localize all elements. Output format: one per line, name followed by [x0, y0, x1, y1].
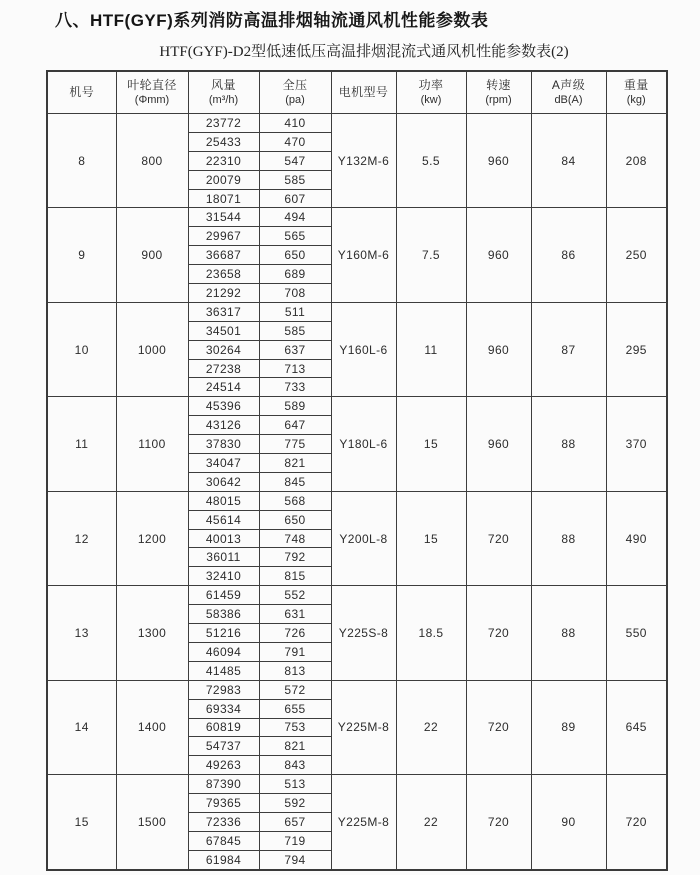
- cell-noise: 90: [531, 775, 606, 870]
- cell-airflow: 29967: [188, 227, 259, 246]
- header-line1: 全压: [282, 77, 308, 92]
- column-header-weight: [606, 71, 667, 114]
- cell-airflow: 61459: [188, 586, 259, 605]
- cell-motor-model: Y132M-6: [331, 114, 396, 208]
- cell-airflow: 31544: [188, 208, 259, 227]
- cell-weight: 208: [606, 114, 667, 208]
- header-line2: dB(A): [554, 94, 583, 107]
- cell-pressure: 637: [259, 340, 331, 359]
- cell-airflow: 58386: [188, 605, 259, 624]
- cell-pressure: 607: [259, 189, 331, 208]
- cell-motor-model: Y225S-8: [331, 586, 396, 680]
- table-row: [47, 302, 667, 321]
- cell-model-no: 9: [47, 208, 116, 302]
- cell-model-no: 14: [47, 680, 116, 774]
- cell-power: 15: [396, 491, 466, 585]
- cell-pressure: 775: [259, 435, 331, 454]
- header-line2: (pa): [285, 94, 305, 107]
- column-header-noise: [531, 71, 606, 114]
- header-line2: (Φmm): [134, 94, 170, 107]
- cell-airflow: 32410: [188, 567, 259, 586]
- cell-pressure: 552: [259, 586, 331, 605]
- cell-pressure: 572: [259, 680, 331, 699]
- cell-airflow: 36011: [188, 548, 259, 567]
- cell-noise: 87: [531, 302, 606, 396]
- cell-pressure: 647: [259, 416, 331, 435]
- cell-pressure: 813: [259, 661, 331, 680]
- cell-impeller-diameter: 800: [116, 114, 188, 208]
- cell-motor-model: Y200L-8: [331, 491, 396, 585]
- cell-airflow: 25433: [188, 132, 259, 151]
- cell-pressure: 657: [259, 812, 331, 831]
- table-row: [47, 114, 667, 133]
- cell-impeller-diameter: 900: [116, 208, 188, 302]
- cell-speed: 960: [466, 397, 531, 491]
- cell-pressure: 753: [259, 718, 331, 737]
- cell-noise: 88: [531, 586, 606, 680]
- header-line1: 转速: [486, 77, 511, 92]
- cell-speed: 720: [466, 775, 531, 870]
- cell-pressure: 511: [259, 302, 331, 321]
- column-header-power: [396, 71, 466, 114]
- header-line1: 功率: [418, 77, 444, 92]
- cell-pressure: 726: [259, 624, 331, 643]
- cell-airflow: 18071: [188, 189, 259, 208]
- cell-motor-model: Y160M-6: [331, 208, 396, 302]
- cell-motor-model: Y225M-8: [331, 680, 396, 774]
- cell-airflow: 21292: [188, 284, 259, 303]
- column-header-motor-model: [331, 71, 396, 114]
- cell-airflow: 45396: [188, 397, 259, 416]
- cell-airflow: 49263: [188, 756, 259, 775]
- cell-airflow: 41485: [188, 661, 259, 680]
- cell-power: 22: [396, 680, 466, 774]
- column-header-impeller-diameter: [116, 71, 188, 114]
- cell-power: 15: [396, 397, 466, 491]
- cell-pressure: 547: [259, 151, 331, 170]
- cell-speed: 720: [466, 491, 531, 585]
- cell-pressure: 410: [259, 114, 331, 133]
- cell-airflow: 20079: [188, 170, 259, 189]
- cell-pressure: 470: [259, 132, 331, 151]
- cell-power: 7.5: [396, 208, 466, 302]
- cell-model-no: 11: [47, 397, 116, 491]
- cell-pressure: 821: [259, 454, 331, 473]
- cell-weight: 295: [606, 302, 667, 396]
- cell-weight: 720: [606, 775, 667, 870]
- column-header-model-no: [47, 71, 116, 114]
- cell-weight: 490: [606, 491, 667, 585]
- cell-airflow: 36317: [188, 302, 259, 321]
- column-header-speed: [466, 71, 531, 114]
- cell-power: 22: [396, 775, 466, 870]
- cell-pressure: 719: [259, 831, 331, 850]
- cell-airflow: 60819: [188, 718, 259, 737]
- cell-pressure: 585: [259, 321, 331, 340]
- cell-pressure: 748: [259, 529, 331, 548]
- column-header-airflow: [188, 71, 259, 114]
- table-row: [47, 775, 667, 794]
- cell-pressure: 791: [259, 642, 331, 661]
- cell-airflow: 54737: [188, 737, 259, 756]
- cell-weight: 550: [606, 586, 667, 680]
- cell-pressure: 733: [259, 378, 331, 397]
- header-line1: 重量: [623, 77, 649, 92]
- cell-motor-model: Y180L-6: [331, 397, 396, 491]
- cell-model-no: 15: [47, 775, 116, 870]
- page-title: 八、HTF(GYF)系列消防高温排烟轴流通风机性能参数表: [55, 11, 489, 30]
- cell-pressure: 585: [259, 170, 331, 189]
- cell-airflow: 36687: [188, 246, 259, 265]
- cell-pressure: 494: [259, 208, 331, 227]
- cell-speed: 960: [466, 302, 531, 396]
- cell-motor-model: Y225M-8: [331, 775, 396, 870]
- table-row: [47, 680, 667, 699]
- cell-pressure: 794: [259, 850, 331, 869]
- cell-model-no: 8: [47, 114, 116, 208]
- cell-pressure: 631: [259, 605, 331, 624]
- cell-motor-model: Y160L-6: [331, 302, 396, 396]
- cell-noise: 84: [531, 114, 606, 208]
- cell-noise: 89: [531, 680, 606, 774]
- cell-airflow: 24514: [188, 378, 259, 397]
- cell-impeller-diameter: 1100: [116, 397, 188, 491]
- cell-airflow: 69334: [188, 699, 259, 718]
- cell-speed: 960: [466, 208, 531, 302]
- cell-pressure: 815: [259, 567, 331, 586]
- cell-pressure: 650: [259, 246, 331, 265]
- fan-parameters-table: [46, 70, 668, 871]
- cell-power: 5.5: [396, 114, 466, 208]
- cell-airflow: 46094: [188, 642, 259, 661]
- header-row: [47, 71, 667, 114]
- cell-speed: 720: [466, 680, 531, 774]
- header-line2: (rpm): [485, 94, 512, 107]
- cell-airflow: 40013: [188, 529, 259, 548]
- table-row: [47, 397, 667, 416]
- cell-airflow: 22310: [188, 151, 259, 170]
- cell-airflow: 30264: [188, 340, 259, 359]
- cell-weight: 645: [606, 680, 667, 774]
- header-line1: 叶轮直径: [127, 77, 177, 92]
- cell-airflow: 72983: [188, 680, 259, 699]
- cell-airflow: 79365: [188, 794, 259, 813]
- cell-model-no: 12: [47, 491, 116, 585]
- table-subtitle: HTF(GYF)-D2型低速低压高温排烟混流式通风机性能参数表(2): [159, 44, 569, 60]
- cell-impeller-diameter: 1300: [116, 586, 188, 680]
- header-line2: (kg): [626, 94, 646, 107]
- cell-airflow: 27238: [188, 359, 259, 378]
- cell-pressure: 792: [259, 548, 331, 567]
- cell-pressure: 650: [259, 510, 331, 529]
- cell-pressure: 713: [259, 359, 331, 378]
- cell-airflow: 37830: [188, 435, 259, 454]
- cell-speed: 720: [466, 586, 531, 680]
- cell-airflow: 61984: [188, 850, 259, 869]
- table-row: [47, 491, 667, 510]
- cell-pressure: 568: [259, 491, 331, 510]
- cell-pressure: 565: [259, 227, 331, 246]
- cell-pressure: 843: [259, 756, 331, 775]
- cell-pressure: 821: [259, 737, 331, 756]
- cell-impeller-diameter: 1400: [116, 680, 188, 774]
- cell-pressure: 592: [259, 794, 331, 813]
- cell-weight: 370: [606, 397, 667, 491]
- cell-pressure: 689: [259, 265, 331, 284]
- cell-speed: 960: [466, 114, 531, 208]
- cell-airflow: 34047: [188, 454, 259, 473]
- cell-airflow: 72336: [188, 812, 259, 831]
- cell-airflow: 67845: [188, 831, 259, 850]
- cell-airflow: 87390: [188, 775, 259, 794]
- cell-airflow: 34501: [188, 321, 259, 340]
- cell-pressure: 655: [259, 699, 331, 718]
- cell-model-no: 10: [47, 302, 116, 396]
- header-line2: (kw): [420, 94, 442, 107]
- cell-airflow: 23772: [188, 114, 259, 133]
- cell-power: 18.5: [396, 586, 466, 680]
- cell-airflow: 30642: [188, 472, 259, 491]
- cell-impeller-diameter: 1000: [116, 302, 188, 396]
- cell-pressure: 845: [259, 472, 331, 491]
- cell-noise: 88: [531, 397, 606, 491]
- cell-impeller-diameter: 1200: [116, 491, 188, 585]
- header-line1: 电机型号: [338, 84, 389, 99]
- table-body: [47, 114, 667, 870]
- cell-airflow: 48015: [188, 491, 259, 510]
- cell-pressure: 589: [259, 397, 331, 416]
- cell-airflow: 23658: [188, 265, 259, 284]
- table-row: [47, 208, 667, 227]
- cell-noise: 88: [531, 491, 606, 585]
- header-line1: 机号: [69, 84, 95, 99]
- cell-airflow: 43126: [188, 416, 259, 435]
- header-line1: 风量: [211, 77, 236, 92]
- cell-power: 11: [396, 302, 466, 396]
- header-line2: (m³/h): [208, 94, 239, 107]
- cell-airflow: 51216: [188, 624, 259, 643]
- cell-noise: 86: [531, 208, 606, 302]
- table-row: [47, 586, 667, 605]
- cell-model-no: 13: [47, 586, 116, 680]
- column-header-pressure: [259, 71, 331, 114]
- cell-impeller-diameter: 1500: [116, 775, 188, 870]
- cell-weight: 250: [606, 208, 667, 302]
- cell-airflow: 45614: [188, 510, 259, 529]
- header-line1: A声级: [551, 77, 586, 92]
- cell-pressure: 708: [259, 284, 331, 303]
- table-header: [47, 71, 667, 114]
- cell-pressure: 513: [259, 775, 331, 794]
